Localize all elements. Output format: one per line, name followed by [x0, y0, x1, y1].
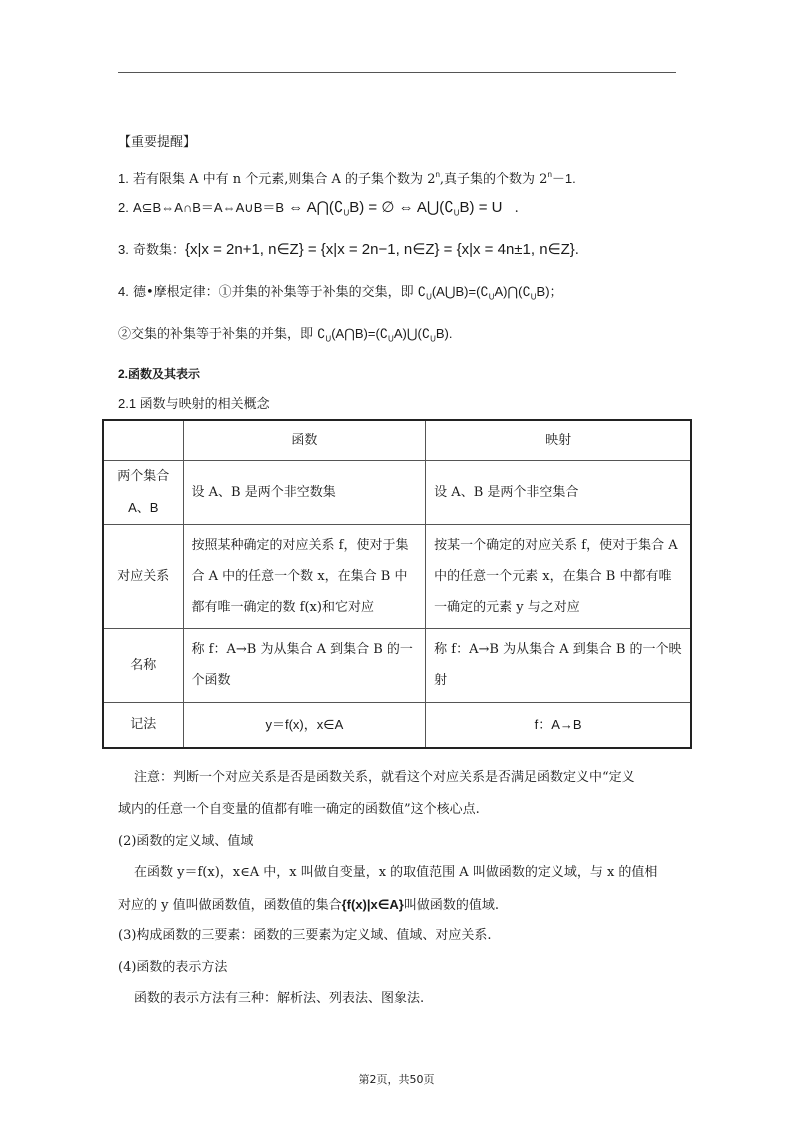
function-cell: 设 A、B 是两个非空数集: [183, 460, 426, 524]
item-text: 若有限集 A 中有 n 个元素,则集合 A 的子集个数为 2: [132, 172, 436, 187]
subheading-domain-range: (2)函数的定义域、值域: [118, 834, 254, 849]
formula: A)⋂(∁: [494, 284, 531, 299]
item-label: 奇数集：: [132, 243, 185, 258]
section-subtitle: 2.1 函数与映射的相关概念: [118, 396, 270, 411]
reminder-item-4: [118, 283, 563, 307]
subscript: U: [530, 292, 537, 302]
subscript: U: [488, 292, 495, 302]
section-title: 2.函数及其表示: [118, 367, 201, 381]
superscript: n: [435, 170, 440, 179]
paragraph-line: [118, 896, 499, 915]
concept-table: [102, 419, 692, 749]
item-number: 4.: [118, 284, 129, 299]
note-line-2: 域内的任意一个自变量的值都有唯一确定的函数值”这个核心点.: [118, 802, 480, 817]
formula: {f(x)|x∈A}: [341, 897, 404, 912]
reminder-title: 【重要提醒】: [118, 135, 197, 150]
row-label: 对应关系: [103, 524, 183, 628]
row-label: [103, 460, 183, 524]
formula: B) = ∅ ⇔ A⋃(∁: [349, 199, 454, 216]
note-line-1: 注意：判断一个对应关系是否是函数关系，就看这个对应关系是否满足函数定义中“定义: [134, 770, 635, 785]
text: 对应的 y 值叫做函数值，函数值的集合: [118, 898, 342, 913]
item-number: 1.: [118, 171, 129, 186]
mapping-cell: 设 A、B 是两个非空集合: [426, 460, 691, 524]
function-cell: 按照某种确定的对应关系 f，使对于集合 A 中的任意一个数 x，在集合 B 中都有唯一确定的数 f(x)和它对应: [183, 524, 426, 628]
mapping-cell: 称 f：A→B 为从集合 A 到集合 B 的一个映射: [426, 628, 691, 702]
period: .: [514, 201, 519, 216]
page-footer: 第2页，共50页: [358, 1073, 435, 1086]
reminder-item-1: [118, 166, 576, 189]
formula: (A⋃B)=(∁: [431, 284, 489, 299]
row-label-line: 两个集合: [117, 469, 170, 484]
subscript: U: [453, 208, 460, 218]
mapping-cell: 按某一个确定的对应关系 f，使对于集合 A 中的任意一个元素 x，在集合 B 中都有唯一确定的元素 y 与之对应: [426, 524, 691, 628]
formula: B) = U: [459, 199, 503, 216]
reminder-item-2: [118, 199, 519, 223]
superscript: n: [547, 170, 552, 179]
paragraph-line: 函数的表示方法有三种：解析法、列表法、图象法.: [134, 991, 425, 1006]
table-header-cell: 映射: [426, 420, 691, 460]
formula: A)⋃(∁: [393, 326, 431, 341]
row-label: 记法: [103, 702, 183, 748]
item-text: ①并集的补集等于补集的交集，即 ∁: [218, 285, 427, 300]
function-cell: 称 f：A→B 为从集合 A 到集合 B 的一个函数: [183, 628, 426, 702]
item-label: 德•摩根定律：: [132, 285, 219, 300]
formula: ⇔ A⋂(∁: [288, 199, 344, 216]
reminder-item-3: [118, 241, 579, 260]
subscript: U: [325, 334, 332, 344]
table-row: [103, 524, 691, 628]
table-row: [103, 628, 691, 702]
item-text: A⊆B⇔A∩B＝A⇔A∪B＝B: [132, 200, 285, 215]
reminder-item-5: [118, 325, 453, 349]
item-text: ,真子集的个数为 2: [439, 172, 548, 187]
formula: (A⋂B)=(∁: [331, 326, 389, 341]
subscript: U: [430, 334, 436, 344]
subscript: U: [343, 208, 350, 218]
formula: B).: [435, 326, 453, 341]
subheading-three-elements: (3)构成函数的三要素：函数的三要素为定义域、值域、对应关系.: [118, 928, 492, 943]
header-rule: [118, 72, 676, 73]
table-header-row: [103, 420, 691, 460]
table-header-cell: [103, 420, 183, 460]
text: 叫做函数的值域.: [403, 898, 499, 913]
item-text: ②交集的补集等于补集的并集，即 ∁: [118, 327, 326, 342]
formula: {x|x = 2n+1, n∈Z} = {x|x = 2n−1, n∈Z} = {x|x = 4n±1, n∈Z}: [185, 241, 575, 258]
mapping-cell: f：A→B: [426, 702, 691, 748]
item-number: 2.: [118, 200, 129, 215]
subheading-representation: (4)函数的表示方法: [118, 960, 228, 975]
subscript: U: [388, 334, 394, 344]
table-row: [103, 460, 691, 524]
paragraph-line: 在函数 y＝f(x)，x∈A 中，x 叫做自变量，x 的取值范围 A 叫做函数的定义域，与 x 的值相: [134, 865, 658, 880]
item-number: 3.: [118, 242, 129, 257]
function-cell: y＝f(x)，x∈A: [183, 702, 426, 748]
row-label: 名称: [103, 628, 183, 702]
table-row: [103, 702, 691, 748]
formula: B)；: [536, 284, 563, 299]
period: .: [574, 243, 579, 258]
subscript: U: [426, 292, 432, 302]
item-text: －1.: [551, 171, 576, 186]
table-header-cell: 函数: [183, 420, 426, 460]
row-label-line: A、B: [128, 500, 159, 515]
